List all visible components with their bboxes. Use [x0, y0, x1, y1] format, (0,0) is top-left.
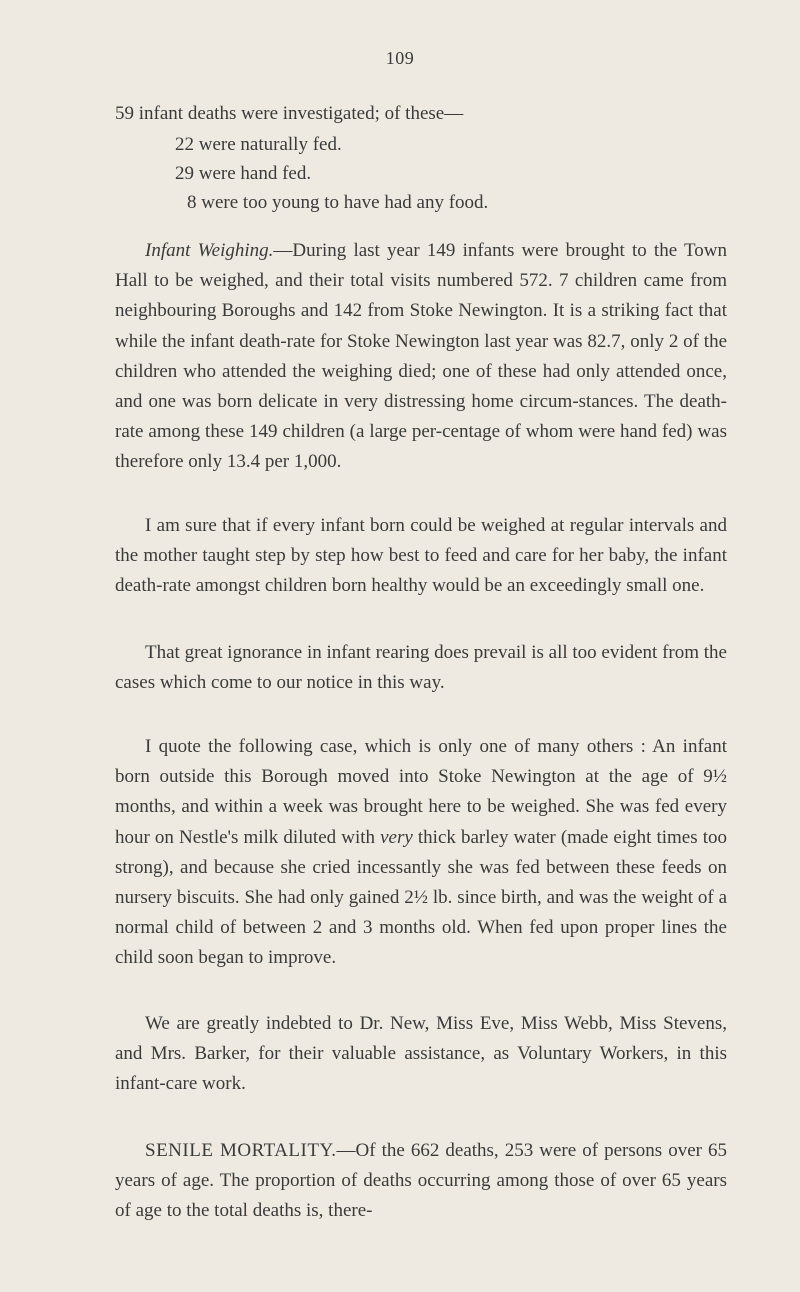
intro-line: 59 infant deaths were investigated; of these— [115, 103, 464, 124]
list-item: 29 were hand fed. [175, 163, 312, 184]
paragraph-text: thick barley water (made eight times too strong), and because she cried incessantly she was fed between these feeds on nursery biscuits. She had only gained 2½ lb. since birth, and was the weight of a normal child of between 2 and 3 months old. When fed upon proper lines the child soon began to improve. [115, 826, 727, 969]
emphasis-text: very [380, 826, 413, 848]
paragraph-text: —During last year 149 infants were brought to the Town Hall to be weighed, and their total visits numbered 572. 7 children came from neighbouring Boroughs and 142 from Stoke Newington. It is a striking fact that while the infant death-rate for Stoke Newington last year was 82.7, only 2 of the children who attended the weighing died; one of these had only attended once, and one was born delicate in very distressing home circum-stances. The death-rate among these 149 children (a large per-centage of whom were hand fed) was therefore only 13.4 per 1,000. [115, 240, 727, 473]
paragraph-infant-weighing [115, 236, 727, 478]
paragraph-case-study [115, 732, 727, 974]
section-heading-infant-weighing: Infant Weighing. [145, 240, 274, 261]
list-item: 8 were too young to have had any food. [187, 192, 489, 213]
section-heading-senile-mortality: SENILE MORTALITY. [145, 1140, 337, 1161]
paragraph-text: I quote the following case, which is only one of many others : An infant born outside this Borough moved into Stoke Newington at the age of 9½ months, and within a week was brought here to be weighed. She was fed every hour on Nestle's milk diluted with [115, 736, 727, 848]
feeding-list [175, 130, 488, 217]
page-number: 109 [385, 48, 415, 68]
list-item: 22 were naturally fed. [175, 134, 342, 155]
paragraph-acknowledgement: We are greatly indebted to Dr. New, Miss Eve, Miss Webb, Miss Stevens, and Mrs. Barker, for their valuable assistance, as Voluntary Workers, in this infant-care work. [115, 1013, 727, 1095]
paragraph-text: —Of the 662 deaths, 253 were of persons over 65 years of age. The proportion of deaths occurring among those of over 65 years of age to the total deaths is, there- [115, 1140, 727, 1222]
paragraph-senile-mortality [115, 1136, 727, 1227]
paragraph-weighing-benefit: I am sure that if every infant born could be weighed at regular intervals and the mother taught step by step how best to feed and care for her baby, the infant death-rate amongst children born healthy would be an exceedingly small one. [115, 515, 727, 597]
paragraph-ignorance: That great ignorance in infant rearing does prevail is all too evident from the cases which come to our notice in this way. [115, 642, 727, 694]
